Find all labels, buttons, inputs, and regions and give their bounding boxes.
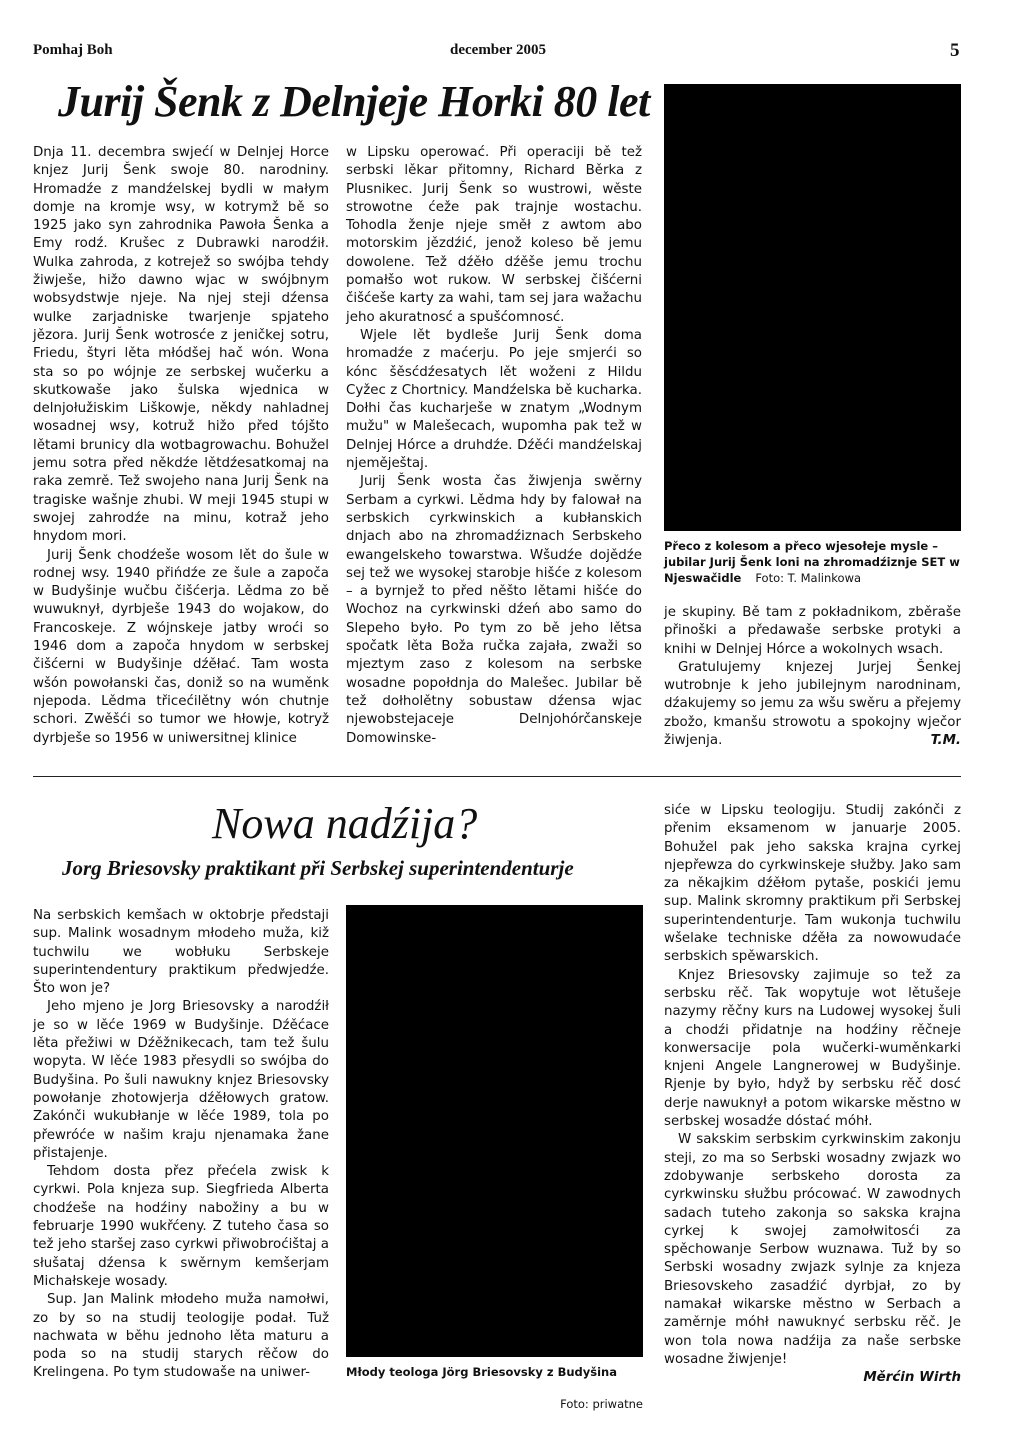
paragraph: sićе w Lipsku teologiju. Studij zakónči z přenim eksamenom w januarje 2005. Bohužel pak jeho sakska krajna cyrkej njepřewza do cyrkwinskeje słužby. Jako sam za někajkim dźěłom pytaše, poskići jemu sup. Malink skromny praktikum při Serbskej superintendenturje. Tam wukonja tuchwilu wšelake techniske dźěła za nowowudaće serbskich spěwarskich. xyxy=(664,803,961,965)
caption-credit: Foto: T. Malinkowa xyxy=(755,571,862,585)
article2-signature: Měrćin Wirth xyxy=(863,1370,961,1386)
article2-subtitle: Jorg Briesovsky praktikant při Serbskej superintendenturje xyxy=(62,856,574,880)
article2-photo-caption xyxy=(346,1364,643,1412)
article2-column-3 xyxy=(664,802,961,1388)
caption-text: Přeco z kolesom a přeco wjesołeje mysle – jubilar Jurij Šenk loni na zhromadźiznje SET w Njeswačidle xyxy=(664,539,960,585)
paragraph: je skupiny. Bě tam z pokładnikom, zběraše přinoški a předawaše serbske protyki a knihi w Delnjej Hórce a wokolnych wsach. xyxy=(664,605,961,657)
paragraph: W sakskim serbskim cyrkwinskim zakonju steji, zo ma so Serbski wosadny zwjazk wo zdobywanje serbskeho dorosta za cyrkwinsku słužbu prócować. W zawodnych sadach tuteho zakonja so sakska krajna cyrkej k swojej zamołwitosći za spěchowanje Serbow wuznawa. Tuž by so Serbski wosadny zwjazk sylnje za knjeza Briesovskeho zasadźić dyrbjał, zo by namakał wikarske městno w Serbach a zaměrnje móhł nawuknyć serbsku rěč. Je won tola nowa nadźija za naše serbske wosadne žiwjenje! xyxy=(664,1132,961,1367)
paragraph: Dnja 11. decembra swjećí w Delnjej Horce knjez Jurij Šenk swoje 80. narodniny. Hromadźe z mandźelskej bydli w małym domje na kromje wsy, w kotrymž bě so 1925 jako syn zahrodnika Pawoła Šenka a Emy rodź. Krušec z Dubrawki narodźił. Wulka zahroda, z kotrejež so swójba tehdy žiwješe, hižo dawno wjac w swójbnym wobsydstwje njeje. Na njej steji dźensa wulke zarjadniske twarjenje spjateho jězora. Jurij Šenk wotrosće z jeničkej sotru, Friedu, štyri lěta młódšej hač wón. Wona sta so po wójnje ze serbskej wučerku a skutkowaše jako šulska wjednica w delnjołužiskim Liškowje, někdy nahladnej wosadnej wsy, kotruž hižo před tójšto lětami brunicy dla wotbagrowachu. Bohužel jemu sotra před někdźe lětdźesatkomaj na raka zemrě. Tež swojeho nana Jurij Šenk na tragiske wašnje zhubi. W meji 1945 stupi w swojej zahrodźe na minu, kotraž jeho hnydom mori. xyxy=(33,145,329,545)
page-number: 5 xyxy=(950,40,960,61)
paragraph: Wjele lět bydleše Jurij Šenk doma hromadźe z maćerju. Po jeje smjerći so kónc šěsćdźesatych lět woženi z Hildu Cyžec z Chortnicy. Mandźelska bě kucharka. Dołhi čas kucharješe w znatym „Wodnym mužu" w Malešecach, wupomha pak tež w Delnjej Hórce a druhdźe. Dźěći mandźelskaj njeměještaj. xyxy=(346,327,642,472)
header-issue: december 2005 xyxy=(450,42,546,58)
photo-jorg-briesovsky xyxy=(346,905,643,1357)
caption-text: Młody teologa Jörg Briesovsky z Budyšina xyxy=(346,1365,617,1379)
article1-title: Jurij Šenk z Delnjeje Horki 80 let xyxy=(58,77,650,126)
caption-credit: Foto: priwatne xyxy=(560,1397,643,1411)
photo-jurij-senk xyxy=(664,84,961,531)
article1-signature: T.M. xyxy=(930,733,961,749)
paragraph: Tehdom dosta přez přećela zwisk k cyrkwi. Pola knjeza sup. Siegfrieda Alberta chodźeše na hodźiny nabožiny a bu w februarje 1990 wukřćeny. Z tuteho časa so tež jeho staršej zaso cyrkwi přiwobroćištaj a słušataj dźensa k swěrnym kemšerjam Michałskeje wosady. xyxy=(33,1164,329,1289)
paragraph: Jurij Šenk chodźeše wosom lět do šule w rodnej wsy. 1940 přińdźe ze šule a započa w Budyšinje wučbu čišćerja. Lědma zo bě wuwuknył, dyrbješe 1943 do wojakow, do Francoskeje. Z wójnskeje jatby wroći so 1946 dom a započa hnydom w serbskej čišćerni w Budyšinje dźěłać. Tam wosta wšón powołanski čas, doniž so na wuměnk njepoda. Lědma třicećilětny wón chutnje schori. Zwěšći so tumor we hłowje, kotryž dyrbješe so 1956 w uniwersitnej klinice xyxy=(33,547,329,746)
article2-column-1 xyxy=(33,907,329,1383)
paragraph: Na serbskich kemšach w oktobrje předstaji sup. Malink wosadnym młodeho muža, kiž tuchwilu we wobłuku Serbskeje superintendentury praktikum předwjedźe. Što won je? xyxy=(33,908,329,997)
paragraph: Sup. Jan Malink młodeho muža namołwi, zo by so na studij teologije podał. Tuž nachwata w běhu jednoho lěta maturu a poda so na studij starych rěčow do Krelingena. Po tym studowaše na uniwer- xyxy=(33,1292,329,1381)
paragraph: Jurij Šenk wosta čas žiwjenja swěrny Serbam a cyrkwi. Lědma hdy by falował na serbskich cyrkwinskich a kubłanskich dnjach abo na zhromadźiznach Serbskeho ewangelskeho towarstwa. Wšudźe dojědźe sej tež we wysokej starobje hišće z kolesom – a byrnjež to před něšto lětami hišće do Wochoz na cyrkwinski dźeń abo samo do Slepeho było. Po tym zo bě jeho lětsa spočatk lěta Boža ručka zajała, zwaži so mjeztym zaso z kolesom na serbske wosadne popołdnja do Malešec. Jubilar bě tež dołholětny sobustaw dźensa wjac njewobstejaceje Delnjohórčanskeje Domowinske- xyxy=(346,474,642,746)
paragraph: Gratulujemy knjezej Jurjej Šenkej wutrobnje k jeho jubilejnym narodninam, dźakujemy so jemu za wšu swěru a přejemy zbožo, kmanšu strowotu a spokojny wječor žiwjenja. xyxy=(664,659,961,749)
section-divider xyxy=(33,776,961,777)
article1-column-1 xyxy=(33,144,329,748)
article2-title: Nowa nadźija? xyxy=(212,799,478,848)
paragraph: Knjez Briesovsky zajimuje so tež za serbsku rěč. Tak wopytuje wot lětušeje nazymy rěčny kurs na Ludowej wysokej šuli a chodźi přidatnje na hodźiny rěčneje konwersacije pola wučerki-wuměnkarki knjeni Angele Langnerowej w Budyšinje. Rjenje by było, hdyž by serbsku rěč dosć derje nawuknył a potom wikarske městno w serbskej wosadźe dóstać móhł. xyxy=(664,967,961,1130)
article1-photo-caption xyxy=(664,538,961,586)
paragraph: w Lipsku operować. Při operaciji bě tež serbski lěkar přitomny, Richard Běrka z Plusnikec. Jurij Šenk so wustrowi, wěste strowotne ćeže pak trajnje wostachu. Tohodla ženje njeje směł z awtom abo motorskim jězdźić, jenož koleso bě jemu dowolene. Tež dźěło dźěše jemu trochu pomałšo wot rukow. W serbskej čišćerni čišćeše karty za wahi, tam sej jara wažachu jeho akuratnosć a spušćomnosć. xyxy=(346,145,642,325)
header-publication: Pomhaj Boh xyxy=(33,42,113,58)
paragraph: Jeho mjeno je Jorg Briesovsky a narodźił je so w lěće 1969 w Budyšinje. Dźěćace lěta přežiwi w Dźěžnikecach, tam tež šulu wopyta. W lěće 1983 přesydli so swójba do Budyšina. Po šuli nawukny knjez Briesovsky powołanje zhotowjerja dźěłowych gratow. Zakónči wukubłanje w lěće 1989, tola po přewróće w našim kraju njenamaka žane přistajenje. xyxy=(33,999,329,1161)
article1-column-2 xyxy=(346,144,642,748)
article1-column-3 xyxy=(664,604,961,751)
